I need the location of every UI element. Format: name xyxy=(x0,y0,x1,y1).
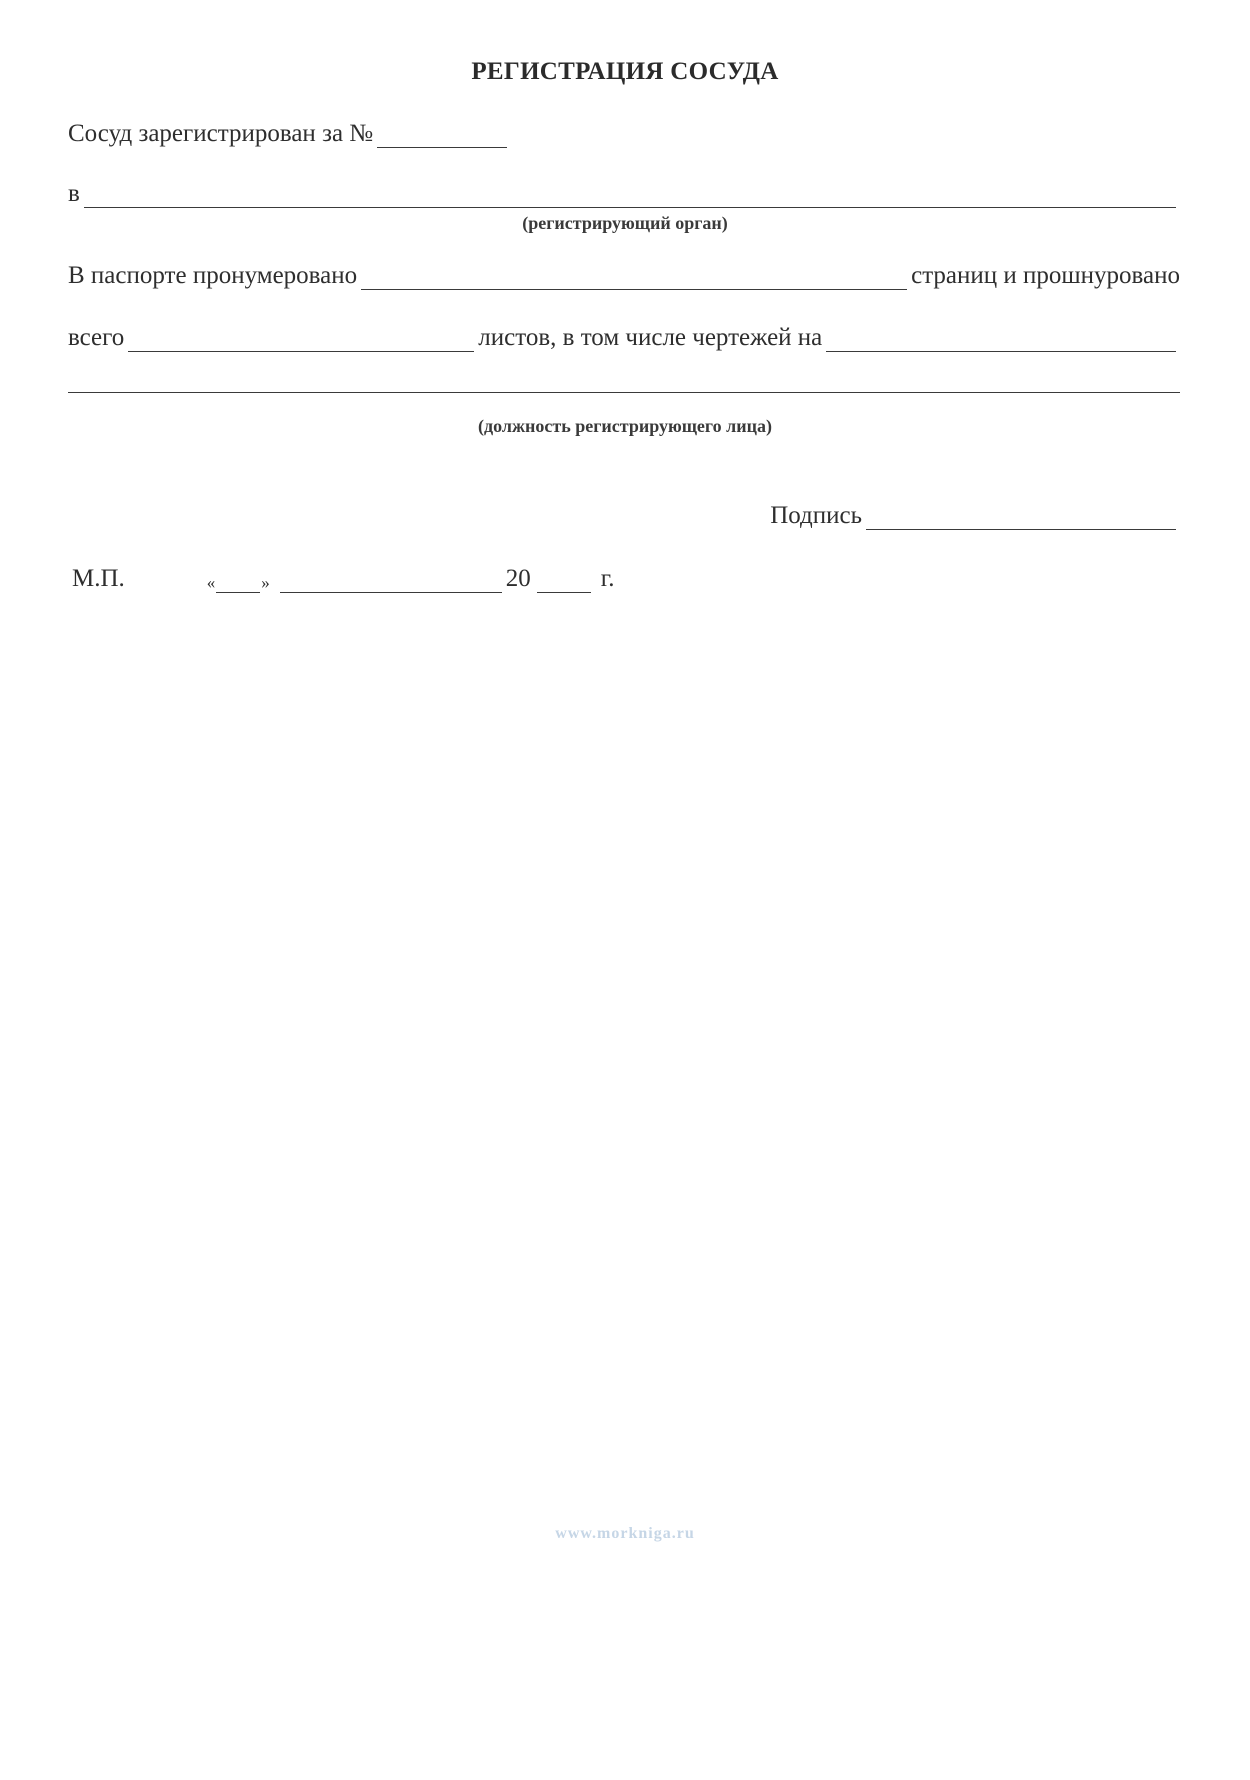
pages-numbered-field[interactable] xyxy=(361,263,907,290)
registration-number-field[interactable] xyxy=(377,121,507,148)
registrar-position-caption: (должность регистрирующего лица) xyxy=(478,416,772,436)
seal-label: М.П. xyxy=(72,565,125,592)
year-prefix: 20 xyxy=(505,565,531,592)
signature-field[interactable] xyxy=(866,503,1176,530)
seal-date-row xyxy=(72,565,614,593)
signature-label: Подпись xyxy=(770,502,862,529)
month-field[interactable] xyxy=(280,566,502,593)
year-suffix: г. xyxy=(600,565,615,592)
registering-body-caption: (регистрирующий орган) xyxy=(522,213,728,233)
signature-row xyxy=(770,502,1180,530)
registrar-position-field[interactable] xyxy=(68,392,1180,393)
year-field[interactable] xyxy=(537,566,591,593)
pages-numbered-row xyxy=(68,262,1180,290)
registering-body-field[interactable] xyxy=(84,181,1176,208)
drawings-field[interactable] xyxy=(826,325,1176,352)
registering-body-row xyxy=(68,180,1180,208)
day-quote-open: « xyxy=(206,573,216,592)
registering-body-prefix: в xyxy=(68,180,80,207)
sheets-total-label: всего xyxy=(68,324,125,351)
registration-number-row xyxy=(68,120,511,148)
day-quote-close: » xyxy=(261,573,270,592)
pages-numbered-label: В паспорте пронумеровано xyxy=(68,262,358,289)
drawings-label: листов, в том числе чертежей на xyxy=(478,324,823,351)
document-title: РЕГИСТРАЦИЯ СОСУДА xyxy=(471,58,779,85)
day-field[interactable] xyxy=(216,566,260,593)
sheets-total-field[interactable] xyxy=(128,325,474,352)
pages-laced-label: страниц и прошнуровано xyxy=(911,262,1180,289)
watermark-text: www.morkniga.ru xyxy=(555,1525,695,1542)
registration-number-label: Сосуд зарегистрирован за № xyxy=(68,120,374,147)
sheets-total-row xyxy=(68,324,1180,352)
